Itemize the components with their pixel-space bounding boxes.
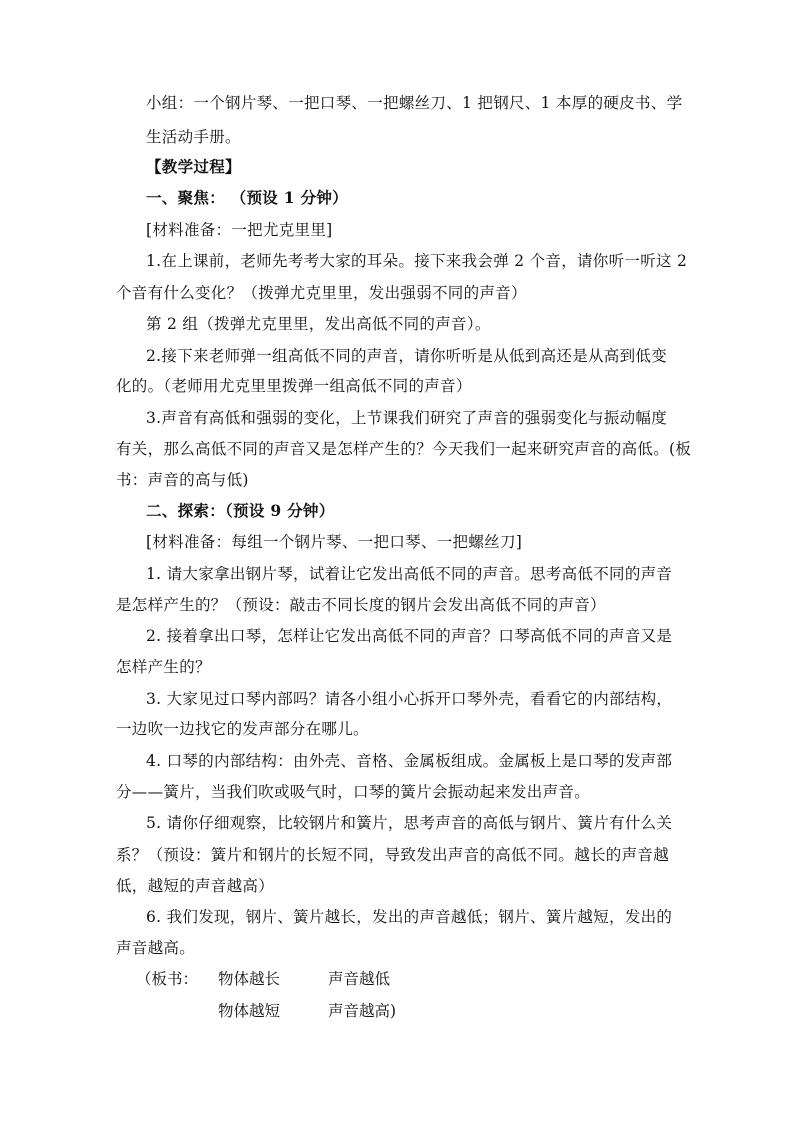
explore-item-2-line-1: 2. 接着拿出口琴，怎样让它发出高低不同的声音？口琴高低不同的声音又是 (146, 627, 673, 645)
explore-item-3-line-1: 3. 大家见过口琴内部吗？请各小组小心拆开口琴外壳，看看它的内部结构， (146, 690, 673, 708)
paragraph-1-line-2: 个音有什么变化？（拨弹尤克里里，发出强弱不同的声音） (116, 284, 527, 302)
explore-item-1-line-2: 是怎样产生的？（预设：敲击不同长度的钢片会发出高低不同的声音） (116, 596, 606, 614)
board-writing-row-1-left: 物体越长 (218, 970, 281, 988)
explore-item-4-line-1: 4. 口琴的内部结构：由外壳、音格、金属板组成。金属板上是口琴的发声部 (146, 752, 673, 770)
explore-item-6-line-2: 声音越高。 (116, 939, 196, 957)
explore-item-5-line-3: 低，越短的声音越高） (116, 877, 275, 895)
section-heading-explore: 二、探索：（预设 9 分钟） (146, 501, 335, 520)
section-heading-focus: 一、聚焦： （预设 1 分钟） (146, 188, 348, 207)
board-writing-prefix: （板书： (136, 970, 199, 988)
explore-item-3-line-2: 一边吹一边找它的发声部分在哪儿。 (116, 720, 369, 738)
explore-item-6-line-1: 6. 我们发现，钢片、簧片越长，发出的声音越低；钢片、簧片越短，发出的 (146, 908, 673, 926)
explore-item-4-line-2: 分——簧片，当我们吹或吸气时，口琴的簧片会振动起来发出声音。 (116, 783, 591, 801)
board-writing-row-2-right: 声音越高) (328, 1002, 397, 1020)
materials-line-1: 小组：一个钢片琴、一把口琴、一把螺丝刀、1 把钢尺、1 本厚的硬皮书、学 (146, 94, 683, 112)
paragraph-2-line-1: 2.接下来老师弹一组高低不同的声音，请你听听是从低到高还是从高到低变 (146, 347, 667, 365)
paragraph-group-2: 第 2 组（拨弹尤克里里，发出高低不同的声音）。 (146, 315, 491, 333)
paragraph-3-line-3: 书：声音的高与低) (116, 471, 249, 489)
paragraph-3-line-2: 有关，那么高低不同的声音又是怎样产生的？今天我们一起来研究声音的高低。(板 (116, 440, 692, 458)
materials-line-2: 生活动手册。 (146, 128, 241, 146)
paragraph-3-line-1: 3.声音有高低和强弱的变化，上节课我们研究了声音的强弱变化与振动幅度 (146, 409, 667, 427)
explore-item-1-line-1: 1. 请大家拿出钢片琴，试着让它发出高低不同的声音。思考高低不同的声音 (146, 565, 673, 583)
materials-prep-focus: [材料准备：一把尤克里里] (146, 221, 333, 239)
board-writing-row-2 (0, 1000, 794, 1022)
board-writing-row-1-right: 声音越低 (328, 970, 391, 988)
section-heading-teaching-process: 【教学过程】 (146, 157, 241, 176)
board-writing-row-2-left: 物体越短 (218, 1002, 281, 1020)
board-writing-row-1 (0, 968, 794, 990)
explore-item-5-line-1: 5. 请你仔细观察，比较钢片和簧片，思考声音的高低与钢片、簧片有什么关 (146, 814, 673, 832)
paragraph-1-line-1: 1.在上课前，老师先考考大家的耳朵。接下来我会弹 2 个音，请你听一听这 2 (146, 252, 688, 270)
materials-prep-explore: [材料准备：每组一个钢片琴、一把口琴、一把螺丝刀] (146, 533, 523, 551)
paragraph-2-line-2: 化的。（老师用尤克里里拨弹一组高低不同的声音） (116, 377, 472, 395)
explore-item-5-line-2: 系？（预设：簧片和钢片的长短不同，导致发出声音的高低不同。越长的声音越 (116, 846, 670, 864)
explore-item-2-line-2: 怎样产生的？ (116, 658, 211, 676)
